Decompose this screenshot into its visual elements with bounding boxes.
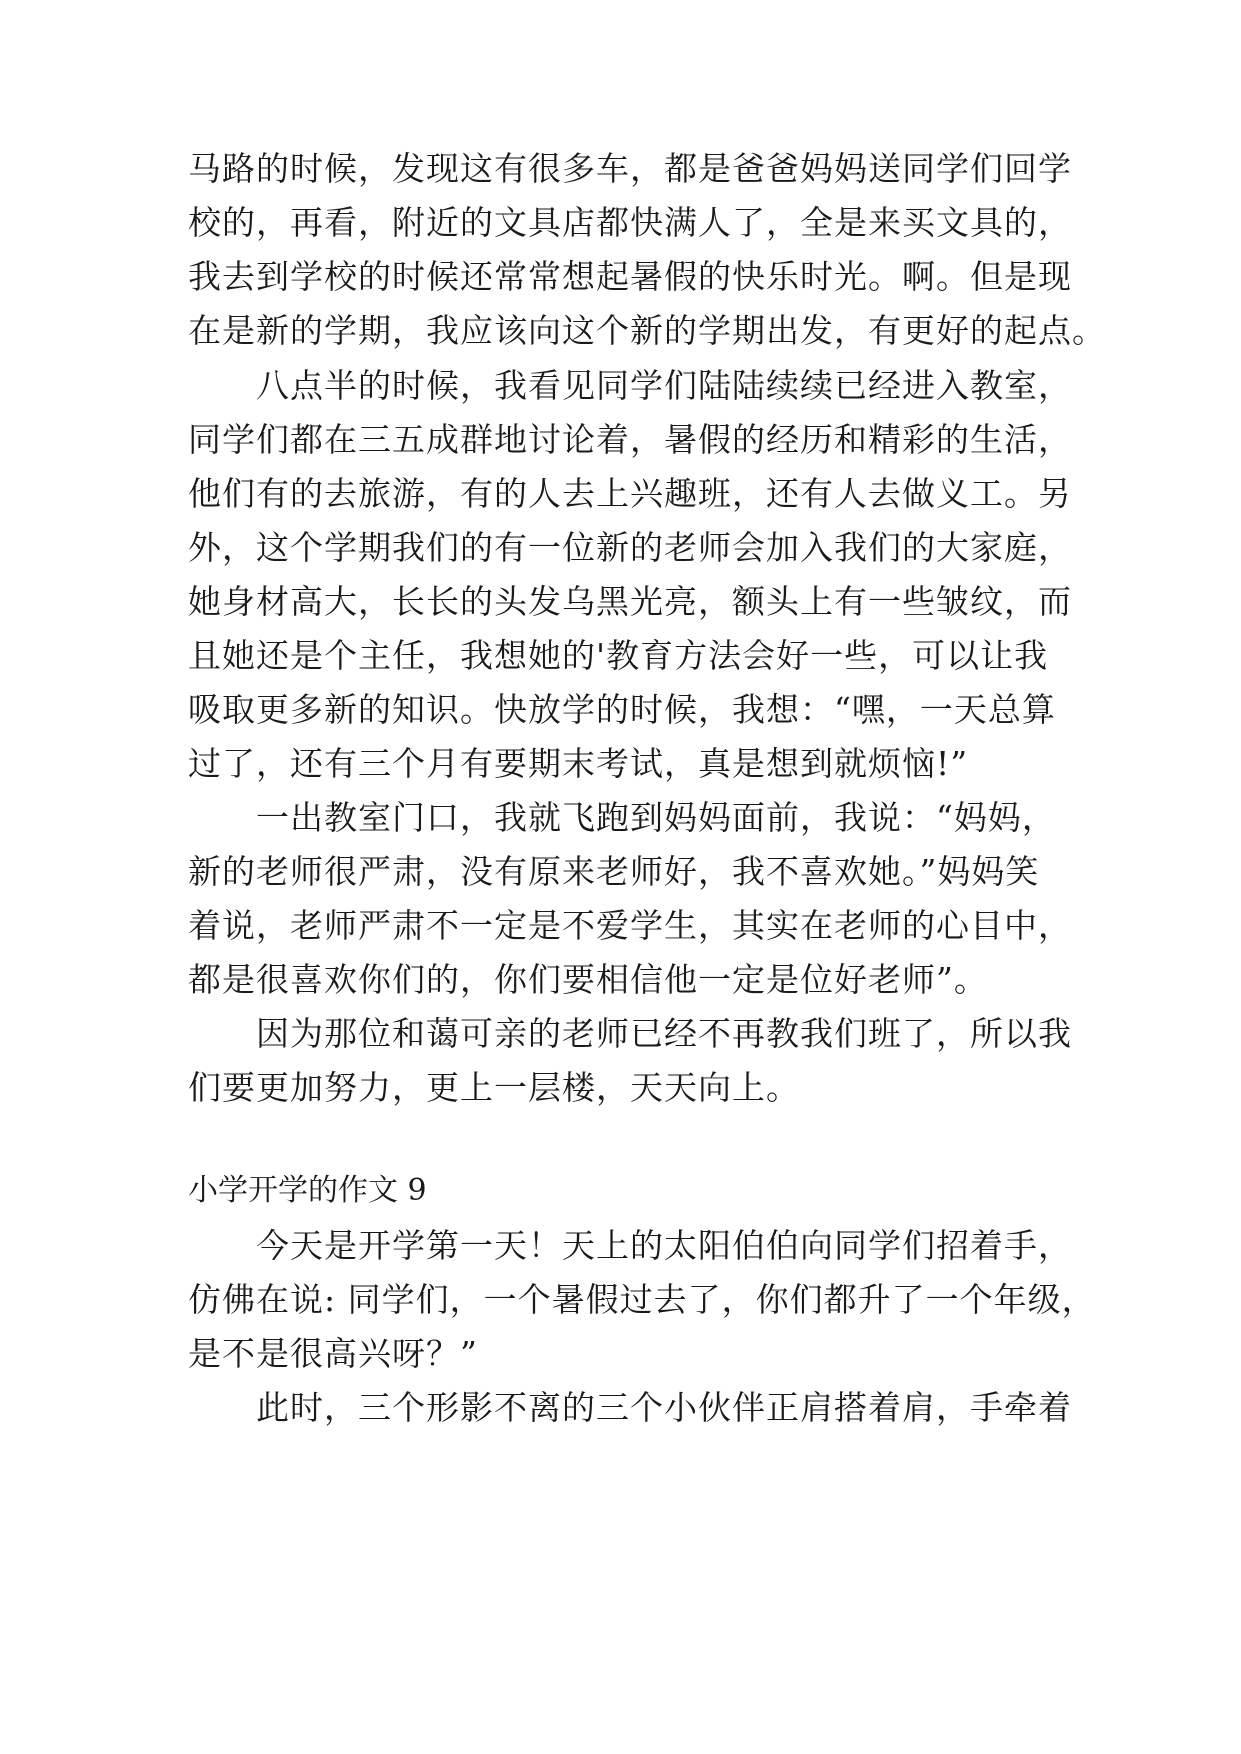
paragraph-2-line-4: 外，这个学期我们的有一位新的老师会加入我们的大家庭， xyxy=(188,528,1072,567)
paragraph-4-line-1: 因为那位和蔼可亲的老师已经不再教我们班了，所以我 xyxy=(256,1014,1072,1053)
paragraph-3-line-3: 着说，老师严肃不一定是不爱学生，其实在老师的心目中， xyxy=(188,906,1072,945)
paragraph-6-line-1: 此时，三个形影不离的三个小伙伴正肩搭着肩，手牵着 xyxy=(256,1388,1072,1427)
paragraph-2-line-2: 同学们都在三五成群地讨论着，暑假的经历和精彩的生活， xyxy=(188,420,1072,459)
paragraph-1-line-1: 马路的时候，发现这有很多车，都是爸爸妈妈送同学们回学 xyxy=(188,149,1072,188)
paragraph-3-line-1: 一出教室门口，我就飞跑到妈妈面前，我说：“妈妈， xyxy=(256,798,1056,837)
paragraph-2-line-5: 她身材高大，长长的头发乌黑光亮，额头上有一些皱纹，而 xyxy=(188,582,1072,621)
paragraph-3-line-2: 新的老师很严肃，没有原来老师好，我不喜欢她。”妈妈笑 xyxy=(188,852,1040,891)
paragraph-2-line-7: 吸取更多新的知识。快放学的时候，我想：“嘿，一天总算 xyxy=(188,690,1056,729)
paragraph-1-line-3: 我去到学校的时候还常常想起暑假的快乐时光。啊。但是现 xyxy=(188,257,1072,296)
paragraph-1-line-2: 校的，再看，附近的文具店都快满人了，全是来买文具的， xyxy=(188,203,1072,242)
section-heading: 小学开学的作文 9 xyxy=(188,1173,427,1208)
paragraph-1-line-4: 在是新的学期，我应该向这个新的学期出发，有更好的起点。 xyxy=(188,311,1106,350)
paragraph-4-line-2: 们要更加努力，更上一层楼，天天向上。 xyxy=(188,1068,800,1107)
paragraph-5-line-1: 今天是开学第一天！天上的太阳伯伯向同学们招着手， xyxy=(256,1226,1072,1265)
paragraph-5-line-2: 仿佛在说: 同学们，一个暑假过去了，你们都升了一个年级， xyxy=(188,1280,1096,1319)
paragraph-3-line-4: 都是很喜欢你们的，你们要相信他一定是位好老师”。 xyxy=(188,960,988,999)
paragraph-2-line-8: 过了，还有三个月有要期末考试，真是想到就烦恼!” xyxy=(188,744,969,783)
paragraph-2-line-6: 且她还是个主任，我想她的'教育方法会好一些，可以让我 xyxy=(188,636,1049,675)
paragraph-2-line-1: 八点半的时候，我看见同学们陆陆续续已经进入教室， xyxy=(256,366,1072,405)
paragraph-5-line-3: 是不是很高兴呀？” xyxy=(188,1334,478,1373)
paragraph-2-line-3: 他们有的去旅游，有的人去上兴趣班，还有人去做义工。另 xyxy=(188,474,1072,513)
